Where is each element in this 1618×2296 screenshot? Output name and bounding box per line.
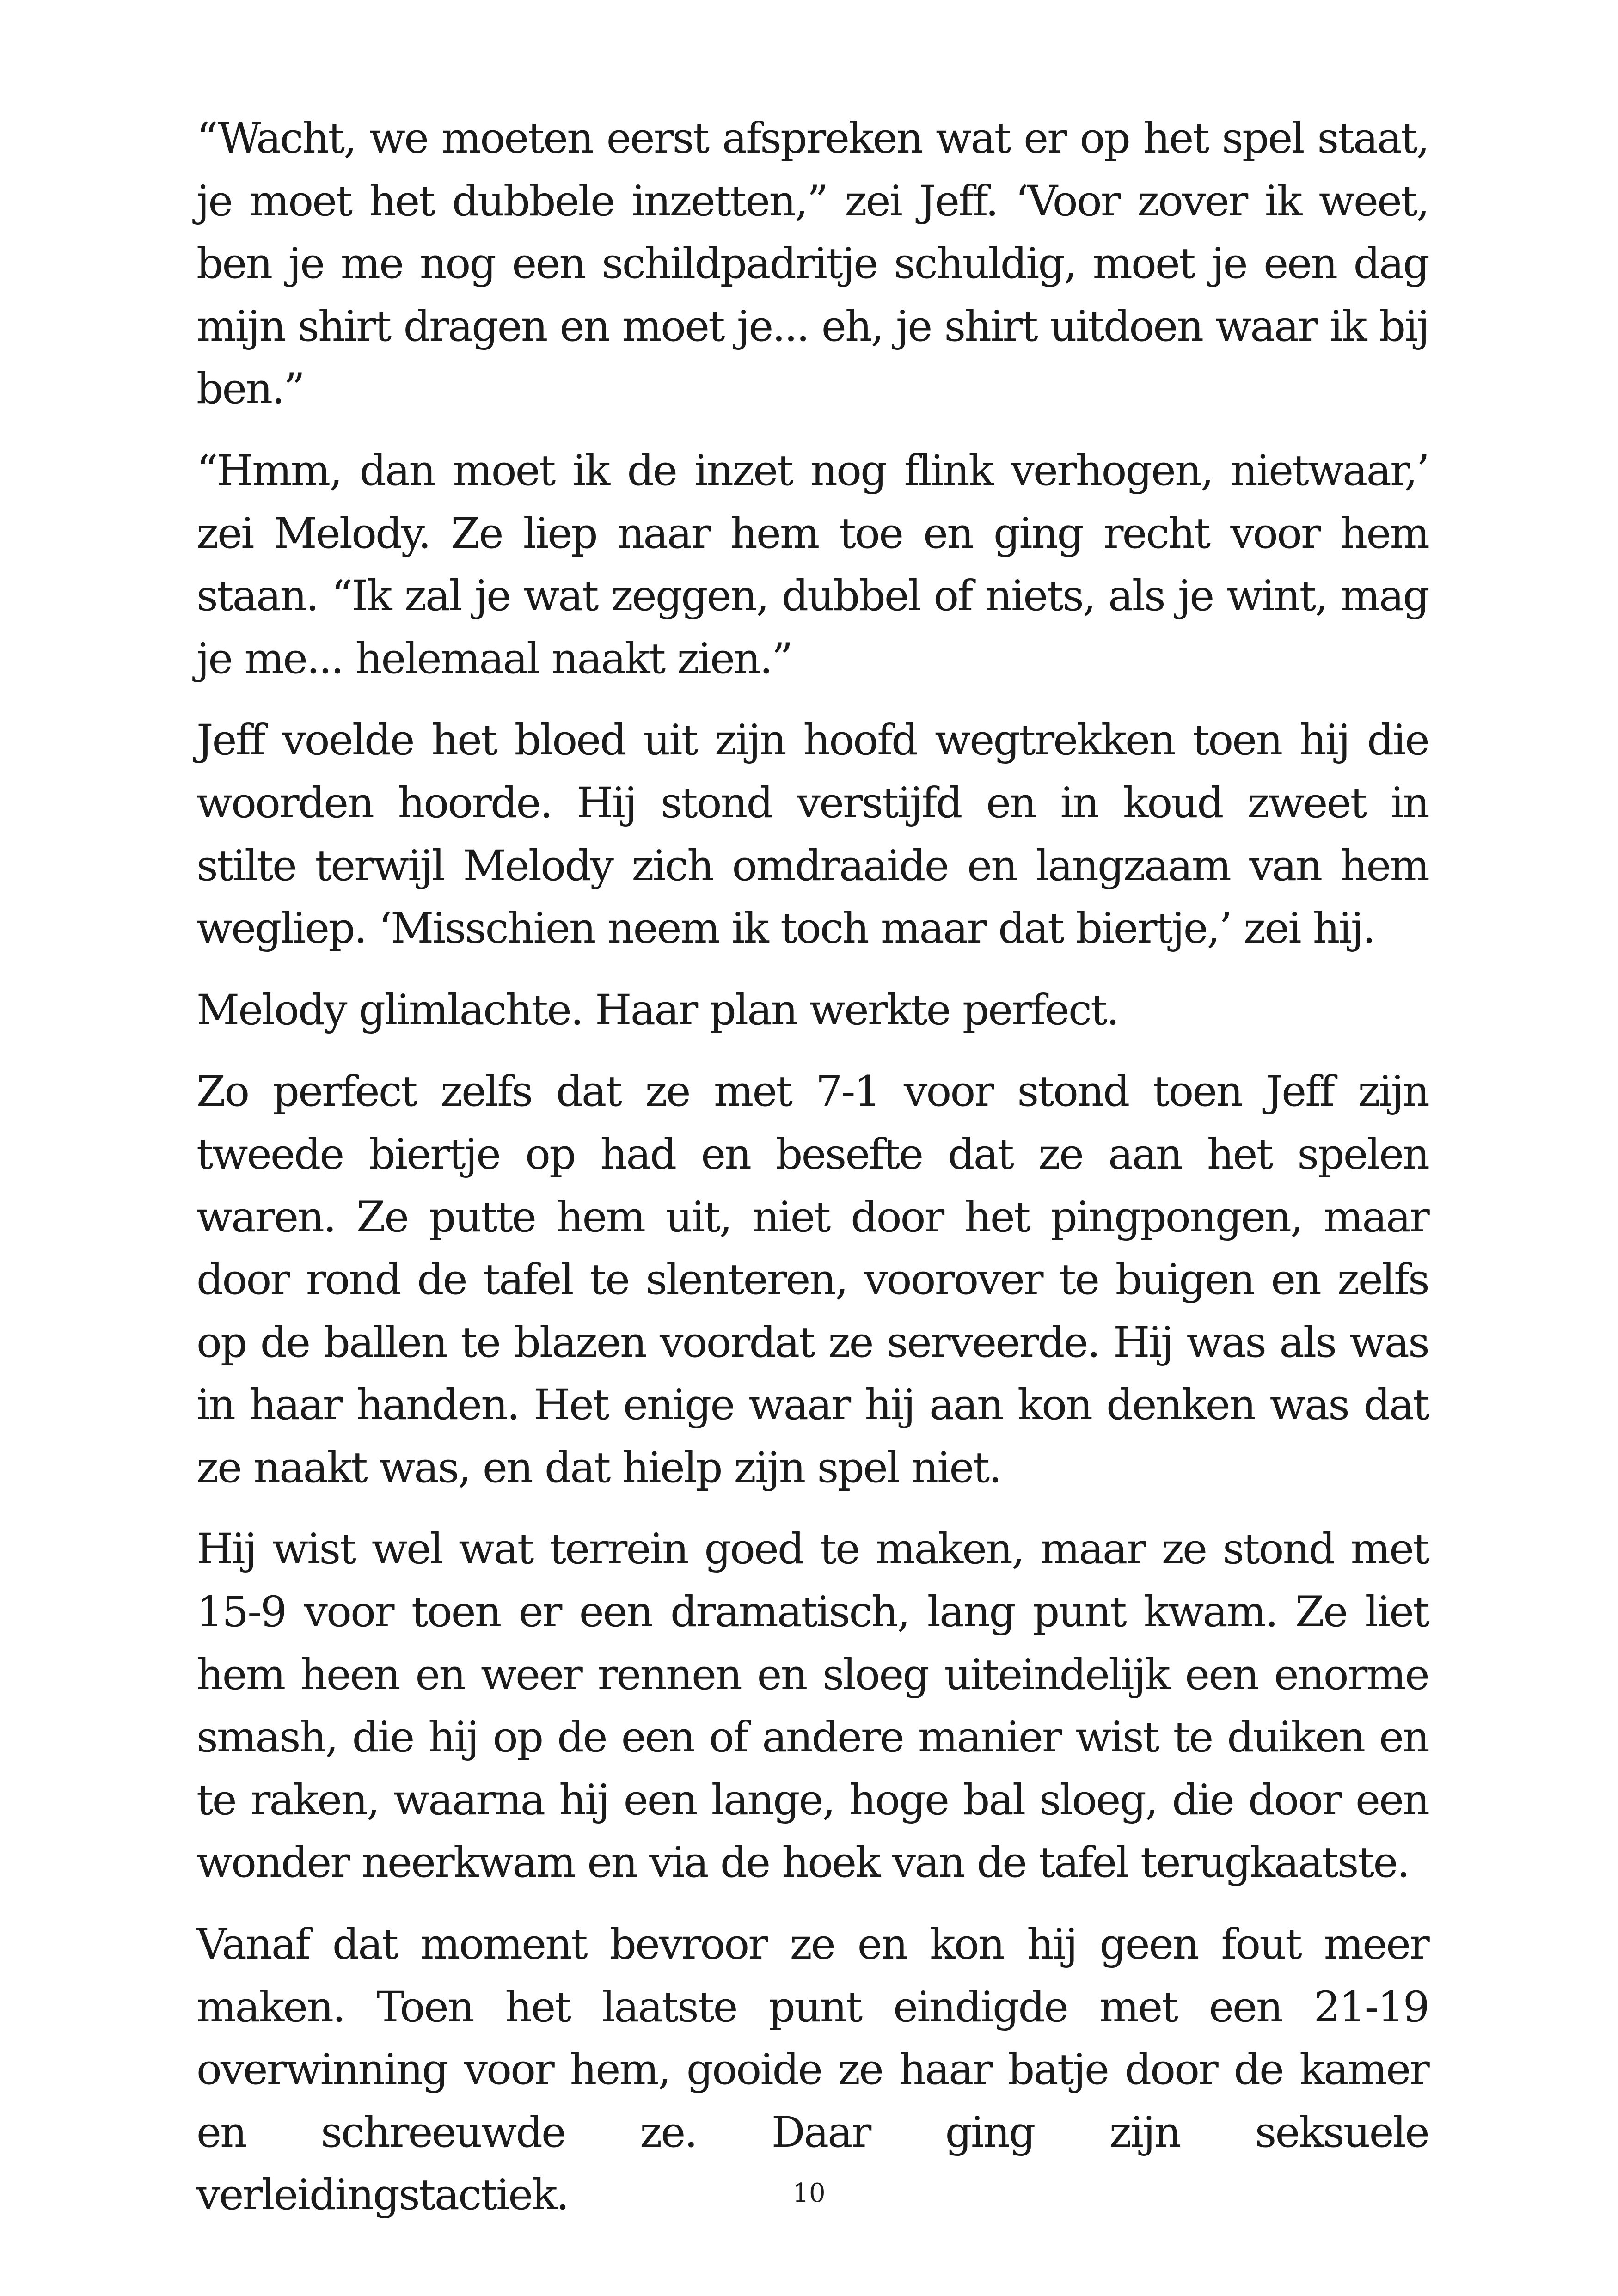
paragraph: Zo perfect zelfs dat ze met 7-1 voor stond toen Jeff zijn tweede biertje op had en besefte dat ze aan het spelen waren. Ze putte hem uit, niet door het pingpongen, maar door rond de tafel te slenteren, voorover te buigen en zelfs op de ballen te blazen voordat ze serveerde. Hij was als was in haar handen. Het enige waar hij aan kon denken was dat ze naakt was, en dat hielp zijn spel niet. (196, 1067, 1428, 1492)
paragraph: “Wacht, we moeten eerst afspreken wat er op het spel staat, je moet het dubbele inzetten,” zei Jeff. ‘Voor zover ik weet, ben je me nog een schildpadritje schuldig, moet je een dag mijn shirt dragen en moet je... eh, je shirt uitdoen waar ik bij ben.” (196, 114, 1428, 414)
paragraph: Hij wist wel wat terrein goed te maken, maar ze stond met 15-9 voor toen er een dramatisch, lang punt kwam. Ze liet hem heen en weer rennen en sloeg uiteindelijk een enorme smash, die hij op de een of andere manier wist te duiken en te raken, waarna hij een lange, hoge bal sloeg, die door een wonder neerkwam en via de hoek van de tafel terugkaatste. (196, 1525, 1428, 1887)
paragraph: Melody glimlachte. Haar plan werkte perfect. (196, 986, 1119, 1035)
paragraph: Jeff voelde het bloed uit zijn hoofd wegtrekken toen hij die woorden hoorde. Hij stond verstijfd en in koud zweet in stilte terwijl Melody zich omdraaide en langzaam van hem wegliep. ‘Misschien neem ik toch maar dat biertje,’ zei hij. (196, 716, 1428, 953)
paragraph: Vanaf dat moment bevroor ze en kon hij geen fout meer maken. Toen het laatste punt eindigde met een 21-19 overwinning voor hem, gooide ze haar batje door de kamer en schreeuwde ze. Daar ging zijn seksuele verleidingstactiek. (196, 1920, 1428, 2220)
page-body (196, 107, 1428, 2246)
paragraph: “Hmm, dan moet ik de inzet nog flink verhogen, nietwaar,’ zei Melody. Ze liep naar hem toe en ging recht voor hem staan. “Ik zal je wat zeggen, dubbel of niets, als je wint, mag je me... helemaal naakt zien.” (196, 446, 1428, 683)
page-number: 10 (792, 2178, 826, 2208)
